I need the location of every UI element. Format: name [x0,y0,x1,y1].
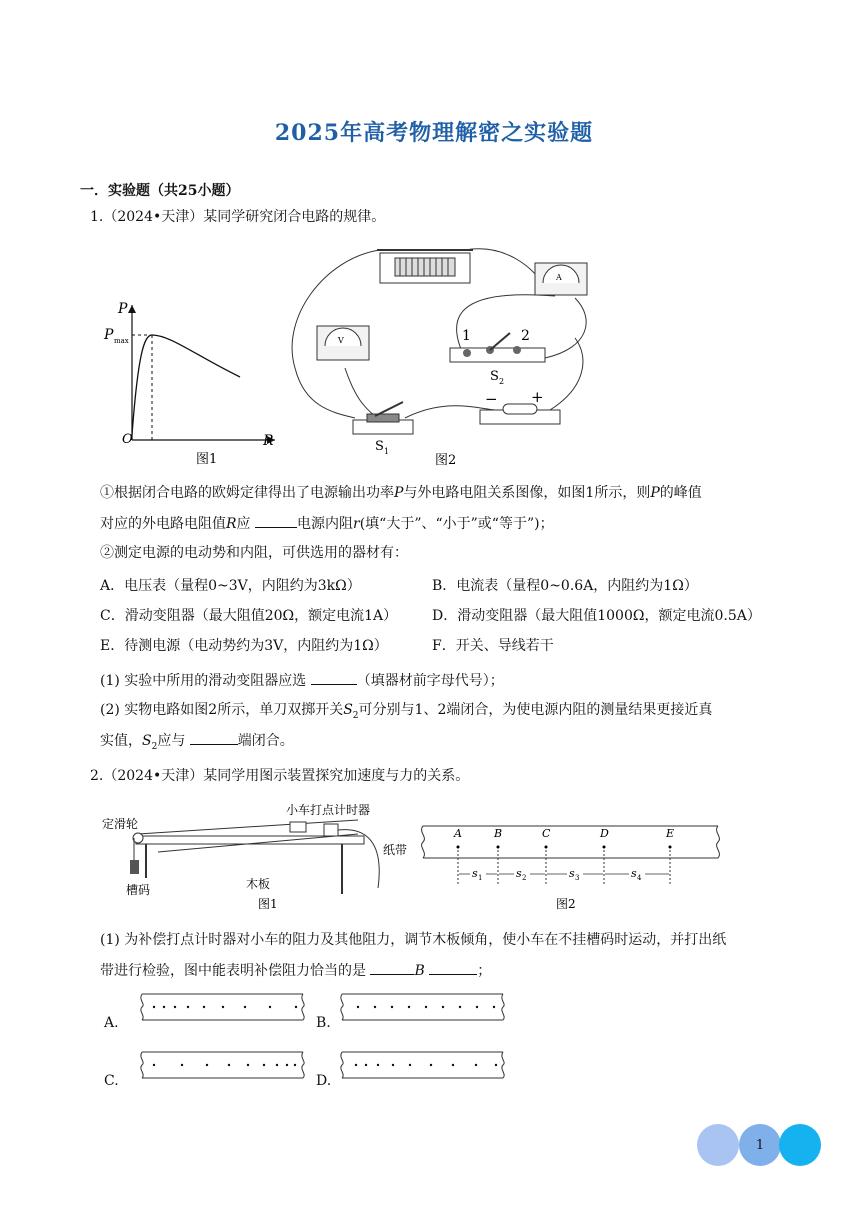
fig2-ammeter-label: A [556,273,562,282]
fig1-caption: 图1 [196,452,218,467]
q1-line3: ②测定电源的电动势和内阻，可供选用的器材有： [100,545,408,561]
tape-point-dot [603,846,606,849]
page-badge-left-circle [697,1124,739,1166]
fig1-pmax-sub: max [114,337,129,345]
answer-blank-1[interactable] [255,513,297,528]
choice-d-tape[interactable] [338,1048,508,1082]
fig2-s2-sub: 2 [499,377,505,386]
fig1-pmax-label: P [104,327,114,343]
option-a: A．电压表（量程0~3V，内阻约为3kΩ） [100,578,361,594]
page-number: 1 [739,1124,781,1166]
tape-span-subscript: 3 [575,874,580,882]
tape-span-subscript: 4 [637,874,642,882]
choice-a-tape[interactable] [138,990,308,1024]
fig1-r-axis-label: R [263,433,274,449]
tape-span-label: s [569,867,575,880]
page-title: 2025年高考物理解密之实验题 [274,120,594,146]
q1-stem: 1.（2024•天津）某同学研究闭合电路的规律。 [90,209,386,225]
section-heading: 一．实验题（共25小题） [80,183,240,199]
q2-figure2-tape [418,822,728,917]
answer-blank-3[interactable] [190,730,238,745]
tape-point-dot [669,846,672,849]
q2-figure1-apparatus [98,796,408,914]
choice-d-label: D. [316,1073,332,1089]
q1-line2: 对应的外电路电阻值R应 电源内阻r(填“大于”、“小于”或“等于”)； [100,513,554,534]
choice-c-label: C. [104,1073,119,1089]
choice-b-tape[interactable] [338,990,508,1024]
fig2-minus: − [485,390,498,408]
label-pulley: 定滑轮 [102,817,139,831]
tape-point-label: B [494,827,503,840]
fig2-terminal-2: 2 [521,328,530,344]
option-f: F．开关、导线若干 [432,638,554,654]
q2-sub1-line1: (1) 为补偿打点计时器对小车的阻力及其他阻力，调节木板倾角，使小车在不挂槽码时运动，并打出纸 [100,932,727,948]
tape-span-subscript: 1 [478,874,483,882]
tape-span-label: s [516,867,522,880]
q1-sub2-line2: 实值，$S_2$应与 端闭合。 [100,730,294,757]
answer-blank-5[interactable] [429,960,477,975]
fig2-caption: 图2 [435,453,457,468]
q1-figure2-circuit [285,238,615,470]
q1-figure1-graph [100,295,285,470]
q1-sub2-line1: (2) 实物电路如图2所示，单刀双掷开关$S_2$可分别与1、2端闭合，为使电源内阻的测量结果更接近真 [100,702,713,721]
q1-sub1: (1) 实验中所用的滑动变阻器应选 （填器材前字母代号）； [100,670,504,691]
page-badge-right-circle [779,1124,821,1166]
tape-point-label: C [542,827,551,840]
tape-point-dot [545,846,548,849]
choice-a-label: A. [104,1015,119,1031]
fig2-plus: + [531,388,544,406]
answer-b: B [414,963,425,979]
option-e: E．待测电源（电动势约为3V，内阻约为1Ω） [100,638,388,654]
answer-blank-2[interactable] [311,670,357,685]
fig2-terminal-1: 1 [462,328,471,344]
label-tape: 纸带 [383,843,408,857]
tape-point-label: E [666,827,675,840]
tape-point-label: A [454,827,462,840]
q2-sub1-line2: 带进行检验，图中能表明补偿阻力恰当的是 B ； [100,960,491,981]
tape-point-dot [457,846,460,849]
fig1-p-axis-label: P [118,301,128,317]
fig2-s1-label: S [375,439,384,454]
label-board: 木板 [246,877,271,891]
tape-point-label: D [600,827,609,840]
q2-stem: 2.（2024•天津）某同学用图示装置探究加速度与力的关系。 [90,768,470,784]
q2-fig2-caption: 图2 [556,897,576,911]
fig2-voltmeter-label: V [338,336,344,345]
q1-line1: ①根据闭合电路的欧姆定律得出了电源输出功率P与外电路电阻关系图像，如图1所示，则P的峰值 [100,485,702,501]
option-c: C．滑动变阻器（最大阻值20Ω，额定电流1A） [100,608,398,624]
tape-span-subscript: 2 [522,874,527,882]
fig2-s1-sub: 1 [384,447,390,456]
tape-span-label: s [631,867,637,880]
choice-b-label: B. [316,1015,331,1031]
label-weight: 槽码 [126,883,151,897]
option-b: B．电流表（量程0~0.6A，内阻约为1Ω） [432,578,698,594]
fig1-origin-label: O [122,432,133,447]
tape-point-dot [497,846,500,849]
tape-span-label: s [472,867,478,880]
option-d: D．滑动变阻器（最大阻值1000Ω，额定电流0.5A） [432,608,761,624]
fig2-s2-label: S [490,369,499,384]
choice-c-tape[interactable] [138,1048,308,1082]
label-cart-timer: 小车打点计时器 [286,803,371,817]
answer-blank-4[interactable] [370,960,414,975]
q2-fig1-caption: 图1 [258,897,278,911]
